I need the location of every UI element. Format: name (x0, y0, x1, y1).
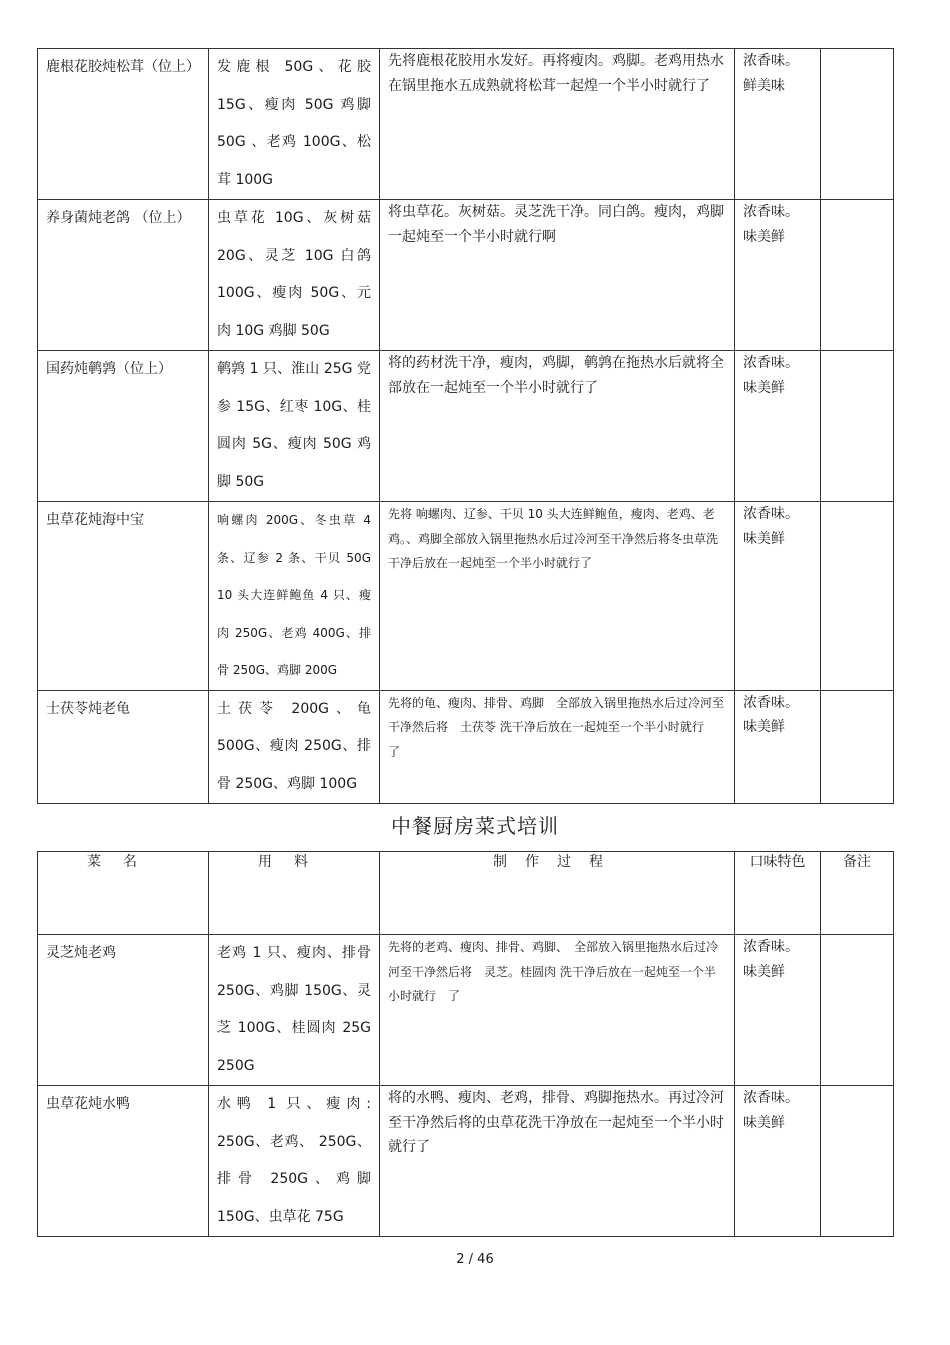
dish-taste: 浓香味。味美鲜 (735, 1086, 821, 1237)
dish-taste: 浓香味。味美鲜 (735, 690, 821, 804)
header-dish-name-label: 菜名 (87, 854, 159, 870)
dish-name: 养身菌炖老鸽 （位上） (38, 200, 209, 351)
dish-process: 将的药材洗干净，瘦肉，鸡脚，鹌鹑在拖热水后就将全部放在一起炖至一个半小时就行了 (380, 351, 735, 502)
header-note: 备注 (821, 852, 894, 935)
dish-process: 先将的老鸡、瘦肉、排骨、鸡脚、 全部放入锅里拖热水后过冷河至干净然后将 灵芝。桂圆肉 洗干净后放在一起炖至一个半小时就行 了 (380, 935, 735, 1086)
dish-process: 先将鹿根花胶用水发好。再将瘦肉。鸡脚。老鸡用热水在锅里拖水五成熟就将松茸一起煌一个半小时就行了 (380, 49, 735, 200)
dish-note (821, 935, 894, 1086)
dish-note (821, 49, 894, 200)
dish-ingredients: 水鸭 1 只、瘦肉: 250G、老鸡、 250G、排骨 250G、鸡脚 150G、虫草花 75G (209, 1086, 380, 1237)
dish-taste: 浓香味。味美鲜 (735, 351, 821, 502)
dish-note (821, 200, 894, 351)
dish-process: 将的水鸭、瘦肉、老鸡，排骨、鸡脚拖热水。再过冷河至干净然后将的虫草花洗干净放在一起炖至一个半小时就行了 (380, 1086, 735, 1237)
dish-ingredients: 虫草花 10G、灰树菇 20G、灵芝 10G 白鸽 100G、瘦肉 50G、元肉 10G 鸡脚 50G (209, 200, 380, 351)
header-ingredients-label: 用料 (258, 854, 330, 870)
page-title: 中餐厨房菜式培训 (391, 814, 559, 838)
recipe-table (37, 851, 894, 1237)
header-ingredients (209, 852, 380, 935)
table-row (38, 935, 894, 1086)
header-taste: 口味特色 (735, 852, 821, 935)
dish-taste: 浓香味。鲜美味 (735, 49, 821, 200)
recipe-table-continued (37, 48, 894, 804)
dish-note (821, 502, 894, 691)
header-process-label: 制作过程 (493, 854, 621, 870)
header-dish-name (38, 852, 209, 935)
dish-note (821, 690, 894, 804)
dish-name: 虫草花炖海中宝 (38, 502, 209, 691)
dish-name: 国药炖鹌鹑（位上） (38, 351, 209, 502)
dish-ingredients: 发鹿根 50G、花胶 15G、瘦肉 50G 鸡脚 50G 、老鸡 100G、松茸 100G (209, 49, 380, 200)
dish-ingredients: 土茯苓 200G、龟 500G、瘦肉 250G、排骨 250G、鸡脚 100G (209, 690, 380, 804)
table-row (38, 1086, 894, 1237)
dish-process: 先将 响螺肉、辽参、干贝 10 头大连鲜鲍鱼，瘦肉、老鸡、老鸡。、鸡脚全部放入锅里拖热水后过冷河至干净然后将冬虫草洗干净后放在一起炖至一个半小时就行了 (380, 502, 735, 691)
table-header-row (38, 852, 894, 935)
dish-name: 虫草花炖水鸭 (38, 1086, 209, 1237)
dish-ingredients: 响螺肉 200G、冬虫草 4 条、辽参 2 条、干贝 50G 10 头大连鲜鲍鱼 4 只、瘦肉 250G、老鸡 400G、排骨 250G、鸡脚 200G (209, 502, 380, 691)
dish-process: 将虫草花。灰树菇。灵芝洗干净。同白鸽。瘦肉，鸡脚一起炖至一个半小时就行啊 (380, 200, 735, 351)
dish-name: 士茯苓炖老龟 (38, 690, 209, 804)
table-row (38, 502, 894, 691)
dish-note (821, 1086, 894, 1237)
dish-name: 灵芝炖老鸡 (38, 935, 209, 1086)
table-row (38, 690, 894, 804)
header-process (380, 852, 735, 935)
dish-taste: 浓香味。味美鲜 (735, 935, 821, 1086)
dish-name: 鹿根花胶炖松茸（位上） (38, 49, 209, 200)
dish-taste: 浓香味。味美鲜 (735, 200, 821, 351)
dish-ingredients: 鹌鹑 1 只、淮山 25G 党参 15G、红枣 10G、桂圆肉 5G、瘦肉 50G 鸡脚 50G (209, 351, 380, 502)
dish-ingredients: 老鸡 1 只、瘦肉、排骨 250G、鸡脚 150G、灵芝 100G、桂圆肉 25G 250G (209, 935, 380, 1086)
table-row (38, 49, 894, 200)
dish-note (821, 351, 894, 502)
page-number: 2 / 46 (456, 1252, 494, 1267)
table-row (38, 200, 894, 351)
dish-process: 先将的龟、瘦肉、排骨、鸡脚 全部放入锅里拖热水后过冷河至干净然后将 土茯苓 洗干净后放在一起炖至一个半小时就行 了 (380, 690, 735, 804)
dish-taste: 浓香味。味美鲜 (735, 502, 821, 691)
table-row (38, 351, 894, 502)
